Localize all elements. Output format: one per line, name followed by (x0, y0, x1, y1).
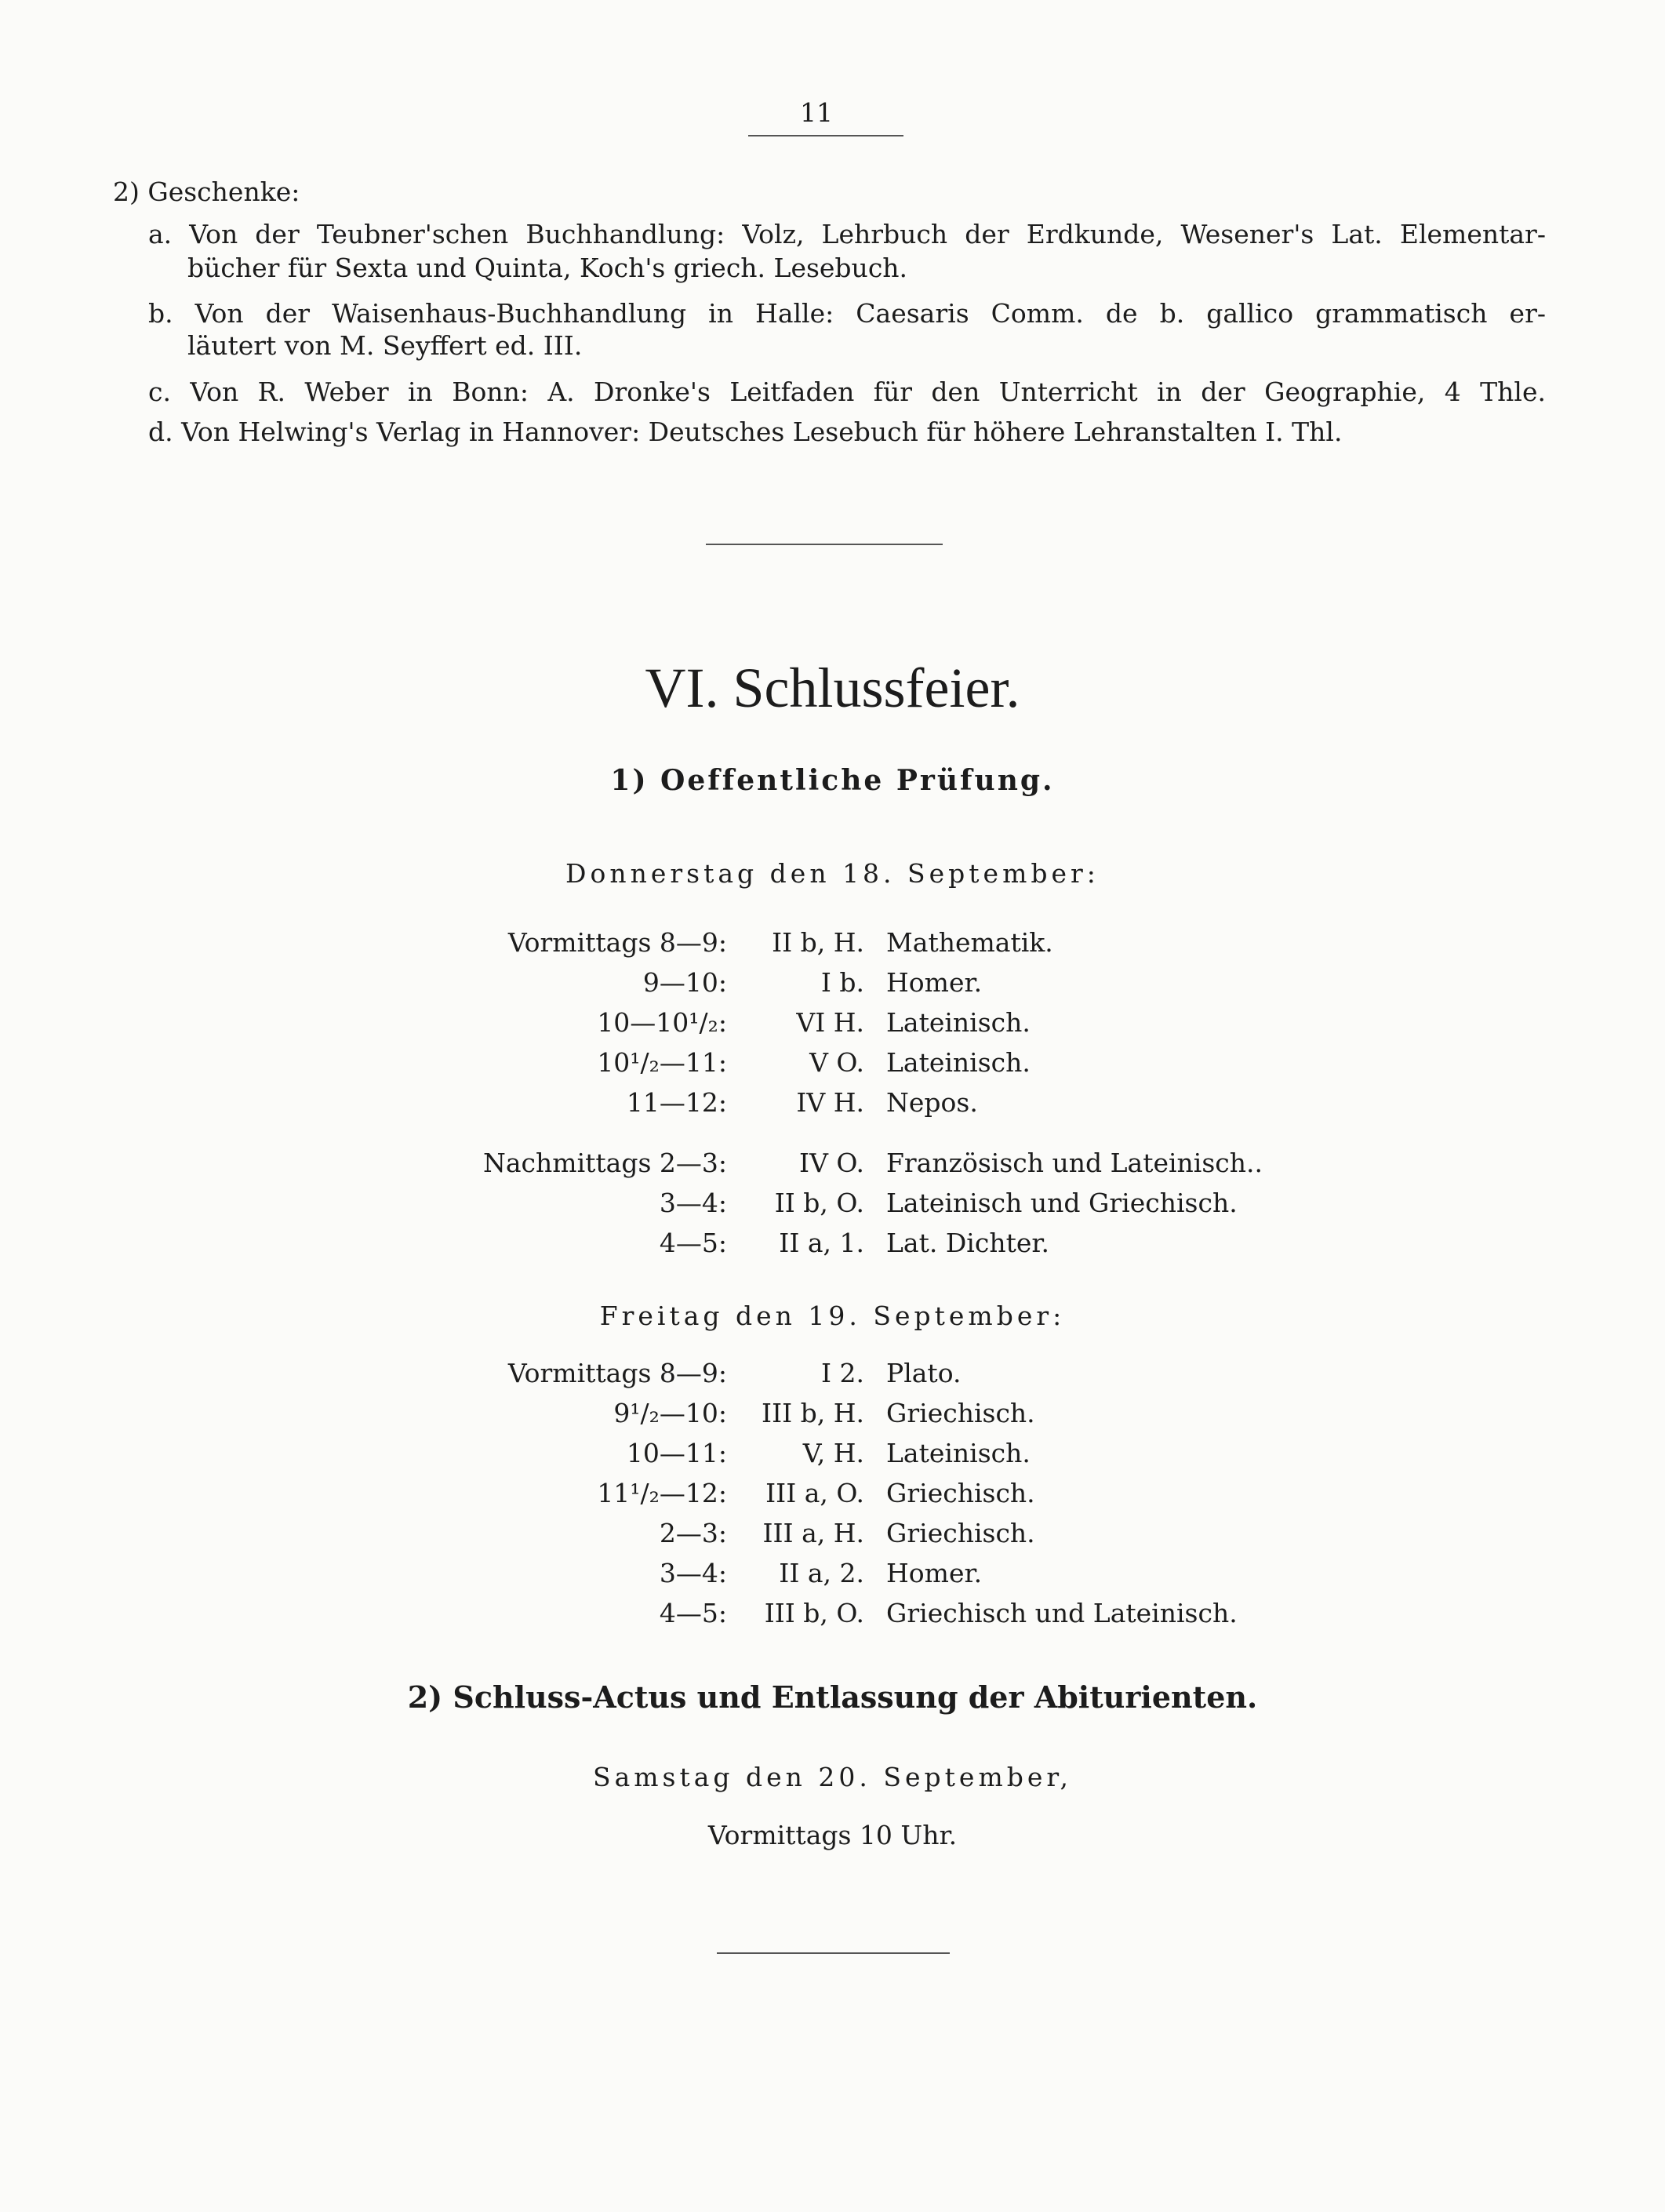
time-cell: 3—4: (659, 1188, 727, 1218)
schedule-row (0, 964, 1665, 1004)
class-cell: I 2. (820, 1358, 864, 1388)
schedule-row (0, 1435, 1665, 1475)
day2-heading: Freitag den 19. September: (599, 1301, 1066, 1331)
closing-time: Vormittags 10 Uhr. (707, 1820, 958, 1850)
subject-cell: Lateinisch und Griechisch. (886, 1188, 1238, 1218)
schedule-row (0, 1515, 1665, 1555)
time-cell: 10—10¹/₂: (597, 1007, 727, 1038)
time-cell: 3—4: (659, 1558, 727, 1588)
class-cell: III b, O. (764, 1598, 864, 1628)
time-cell: Vormittags 8—9: (507, 1358, 727, 1388)
time-cell: Nachmittags 2—3: (483, 1148, 727, 1178)
gift-item-a: a. Von der Teubner'schen Buchhandlung: Volz, Lehrbuch der Erdkunde, Wesener's Lat. Elementar- (148, 219, 1546, 249)
schedule-row (0, 1595, 1665, 1635)
page-number: 11 (800, 97, 833, 128)
time-cell: Vormittags 8—9: (507, 927, 727, 958)
gift-item-a-cont: bücher für Sexta und Quinta, Koch's griech. Lesebuch. (187, 253, 908, 283)
subject-cell: Mathematik. (886, 927, 1053, 958)
time-cell: 9—10: (642, 967, 727, 998)
end-divider (717, 1952, 950, 1954)
class-cell: II a, 1. (779, 1228, 864, 1258)
time-cell: 2—3: (659, 1518, 727, 1548)
schedule-row (0, 1144, 1665, 1184)
class-cell: II b, H. (772, 927, 864, 958)
gift-item-b-cont: läutert von M. Seyffert ed. III. (187, 330, 583, 361)
time-cell: 9¹/₂—10: (613, 1398, 727, 1428)
class-cell: II a, 2. (779, 1558, 864, 1588)
row-gap (0, 1124, 1665, 1144)
class-cell: I b. (820, 967, 864, 998)
time-cell: 10—11: (626, 1438, 727, 1468)
schedule-row (0, 1184, 1665, 1224)
gift-item-c: c. Von R. Weber in Bonn: A. Dronke's Leitfaden für den Unterricht in der Geographie, 4 Thle. (148, 377, 1546, 407)
section-divider (706, 544, 943, 545)
schedule-row (0, 1224, 1665, 1264)
schedule-row (0, 924, 1665, 964)
page-number-rule (748, 135, 903, 136)
time-cell: 11—12: (626, 1087, 727, 1118)
class-cell: IV H. (796, 1087, 864, 1118)
subject-cell: Griechisch. (886, 1478, 1035, 1508)
time-cell: 4—5: (659, 1598, 727, 1628)
subject-cell: Griechisch und Lateinisch. (886, 1598, 1238, 1628)
schedule-row (0, 1475, 1665, 1515)
subject-cell: Lat. Dichter. (886, 1228, 1050, 1258)
time-cell: 4—5: (659, 1228, 727, 1258)
class-cell: VI H. (796, 1007, 864, 1038)
class-cell: V, H. (802, 1438, 864, 1468)
subject-cell: Homer. (886, 1558, 983, 1588)
schedule-row (0, 1555, 1665, 1595)
closing-date: Samstag den 20. September, (592, 1762, 1073, 1792)
gift-item-b: b. Von der Waisenhaus-Buchhandlung in Halle: Caesaris Comm. de b. gallico grammatisch er- (148, 298, 1546, 329)
subject-cell: Lateinisch. (886, 1007, 1031, 1038)
subject-cell: Lateinisch. (886, 1438, 1031, 1468)
class-cell: II b, O. (774, 1188, 864, 1218)
subject-cell: Homer. (886, 967, 983, 998)
day1-schedule (0, 924, 1665, 1264)
day2-schedule (0, 1355, 1665, 1635)
day1-heading: Donnerstag den 18. September: (565, 858, 1100, 889)
schedule-row (0, 1084, 1665, 1124)
subject-cell: Griechisch. (886, 1398, 1035, 1428)
time-cell: 10¹/₂—11: (597, 1047, 727, 1078)
class-cell: V O. (809, 1047, 864, 1078)
subject-cell: Lateinisch. (886, 1047, 1031, 1078)
section-title: VI. Schlussfeier. (645, 657, 1020, 719)
closing-heading: 2) Schluss-Actus und Entlassung der Abiturienten. (407, 1679, 1258, 1715)
subject-cell: Nepos. (886, 1087, 978, 1118)
class-cell: III a, O. (765, 1478, 864, 1508)
schedule-row (0, 1004, 1665, 1044)
schedule-row (0, 1044, 1665, 1084)
class-cell: III b, H. (762, 1398, 864, 1428)
schedule-row (0, 1355, 1665, 1395)
class-cell: IV O. (799, 1148, 864, 1178)
exam-heading: 1) Oeffentliche Prüfung. (610, 764, 1055, 797)
time-cell: 11¹/₂—12: (597, 1478, 727, 1508)
gifts-heading: 2) Geschenke: (113, 176, 300, 207)
gift-item-d: d. Von Helwing's Verlag in Hannover: Deutsches Lesebuch für höhere Lehranstalten I. Thl. (148, 417, 1343, 447)
schedule-row (0, 1395, 1665, 1435)
subject-cell: Französisch und Lateinisch.. (886, 1148, 1263, 1178)
subject-cell: Griechisch. (886, 1518, 1035, 1548)
subject-cell: Plato. (886, 1358, 962, 1388)
class-cell: III a, H. (762, 1518, 864, 1548)
